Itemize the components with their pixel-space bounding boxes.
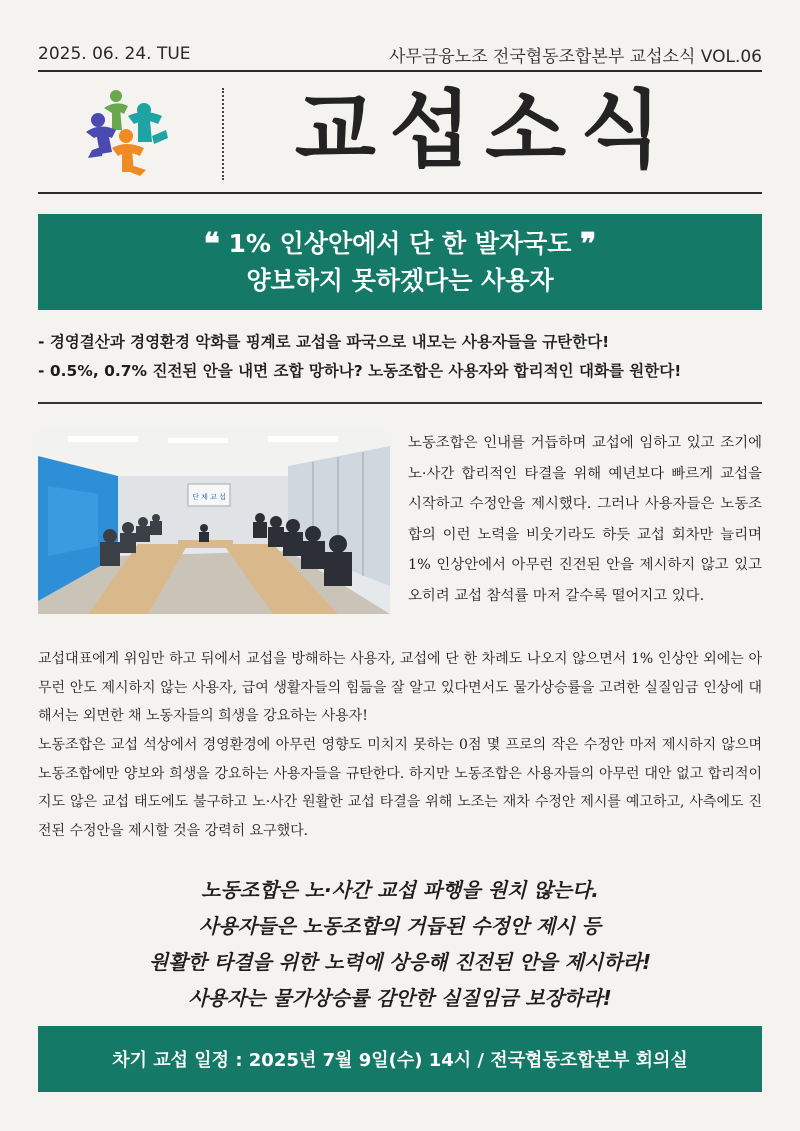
slogan-line: 사용자는 물가상승률 감안한 실질임금 보장하라!	[188, 986, 612, 1010]
issue-date: 2025. 06. 24. TUE	[38, 44, 191, 64]
open-quote-icon: ❝	[203, 226, 220, 262]
slogan-line: 원활한 타결을 위한 노력에 상응해 진전된 안을 제시하라!	[148, 950, 652, 974]
headline-line-1	[204, 226, 597, 263]
slogans	[38, 872, 762, 1016]
top-rule	[38, 70, 762, 72]
headline-line-2: 양보하지 못하겠다는 사용자	[246, 265, 554, 295]
next-schedule-banner	[38, 1026, 762, 1092]
masthead-rule	[38, 192, 762, 194]
header-divider	[222, 88, 224, 180]
intro-paragraph: 노동조합은 인내를 거듭하며 교섭에 임하고 있고 조기에 노·사간 합리적인 타결을 위해 예년보다 빠르게 교섭을 시작하고 수정안을 제시했다. 그러나 사용자들은 노동조합의 이런 노력을 비웃기라도 하듯 교섭 회차만 늘리며 1% 인상안에서 아무런 진전된 안을 제시하지 않고 있고 오히려 교섭 참석률 마저 갈수록 떨어지고 있다.	[408, 435, 762, 604]
slogan-line: 노동조합은 노·사간 교섭 파행을 원치 않는다.	[201, 878, 599, 902]
headline-text-1: 1% 인상안에서 단 한 발자국도	[228, 228, 572, 258]
photo-screen-text: 단 체 교 섭	[192, 493, 226, 501]
issue-publisher: 사무금융노조 전국협동조합본부 교섭소식 VOL.06	[388, 46, 762, 67]
close-quote-icon: ❞	[580, 226, 597, 262]
body-paragraph-3: 노동조합은 교섭 석상에서 경영환경에 아무런 영향도 미치지 못하는 0점 몇 프로의 작은 수정안 마저 제시하지 않으며 노동조합에만 양보와 희생을 강요하는 사용자들을 규탄한다. 하지만 노동조합은 사용자들의 아무런 대안 없고 합리적이지도 않은 교섭 태도에도 불구하고 노·사간 원활한 교섭 타결을 위해 노조는 재차 수정안 제시를 예고하고, 사측에도 진전된 수정안을 제시할 것을 강력히 요구했다.	[38, 737, 762, 839]
slogan-line: 사용자들은 노동조합의 거듭된 수정안 제시 등	[199, 914, 601, 938]
subheading-item: - 경영결산과 경영환경 악화를 핑계로 교섭을 파국으로 내모는 사용자들을 규탄한다!	[38, 333, 610, 351]
body-paragraph-2: 교섭대표에게 위임만 하고 뒤에서 교섭을 방해하는 사용자, 교섭에 단 한 차례도 나오지 않으면서 1% 인상안 외에는 아무런 안도 제시하지 않는 사용자, 급여 생활자들의 힘듦을 잘 알고 있다면서도 물가상승률을 고려한 실질임금 인상에 대해서는 외면한 채 노동자들의 희생을 강요하는 사용자!	[38, 651, 762, 724]
subheadings	[38, 328, 762, 386]
masthead-title: 교섭소식	[294, 80, 676, 179]
issue-header	[38, 40, 762, 68]
meeting-photo-icon	[38, 426, 390, 614]
people-figures-logo-icon	[82, 86, 172, 176]
meeting-room-photo	[38, 426, 390, 614]
subheading-item: - 0.5%, 0.7% 진전된 안을 내면 조합 망하나? 노동조합은 사용자와 합리적인 대화를 원한다!	[38, 362, 682, 380]
headline-banner	[38, 214, 762, 310]
next-schedule-text: 차기 교섭 일정 : 2025년 7월 9일(수) 14시 / 전국협동조합본부 회의실	[112, 1050, 688, 1071]
section-rule	[38, 402, 762, 404]
